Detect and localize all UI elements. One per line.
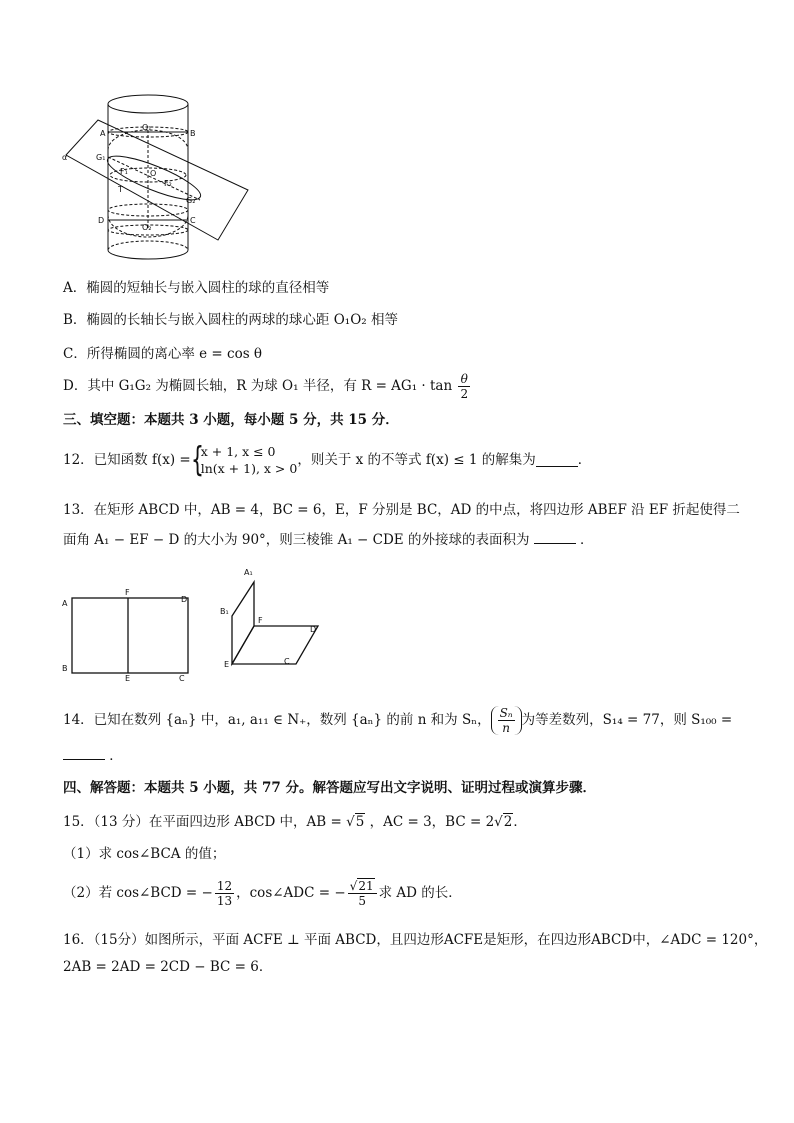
question-16-line2: 2AB = 2AD = 2CD − BC = 6． bbox=[63, 959, 273, 975]
fold-label-A1: A₁ bbox=[244, 568, 253, 577]
sqrt-5: 5 bbox=[355, 814, 365, 830]
rectangle-figure bbox=[60, 588, 200, 684]
label-O1: O₁ bbox=[142, 123, 152, 132]
cylinder-figure bbox=[60, 90, 260, 265]
label-A: A bbox=[100, 129, 106, 138]
piecewise-function: { x + 1, x ≤ 0 ln(x + 1), x > 0 bbox=[190, 440, 298, 480]
option-b: B．椭圆的长轴长与嵌入圆柱的两球的球心距 O₁O₂ 相等 bbox=[63, 312, 398, 328]
sqrt-2: 2 bbox=[503, 814, 513, 830]
fold-label-E: E bbox=[224, 660, 230, 669]
option-c: C．所得椭圆的离心率 e = cos θ bbox=[63, 346, 263, 362]
question-14-blank-line: ． bbox=[63, 746, 123, 766]
rect-label-B: B bbox=[62, 664, 68, 673]
answer-blank-12[interactable] bbox=[536, 454, 578, 467]
question-13-line2: 面角 A₁ − EF − D 的大小为 90°，则三棱锥 A₁ − CDE 的外接球的表面积为 ． bbox=[63, 532, 594, 548]
sn-over-n: $\frac{\text{Sₙ}}{n}$ bbox=[491, 706, 522, 735]
fraction-sqrt21-5: $\frac{√21}{5}$ bbox=[348, 879, 377, 908]
tan-fraction: $\frac{\theta}{2}$ bbox=[460, 372, 469, 401]
rect-label-C: C bbox=[179, 674, 185, 683]
label-O2: O₂ bbox=[142, 223, 152, 232]
question-13-line1: 13．在矩形 ABCD 中，AB = 4，BC = 6，E，F 分别是 BC，AD 的中点，将四边形 ABEF 沿 EF 折起使得二 bbox=[63, 502, 740, 518]
question-16-line1: 16．（15分）如图所示，平面 ACFE ⊥ 平面 ABCD，且四边形ACFE是矩形，在四边形ABCD中，∠ADC = 120°， bbox=[63, 932, 768, 948]
rect-label-D: D bbox=[181, 595, 188, 604]
answer-blank-14[interactable] bbox=[63, 747, 105, 760]
fold-label-C: C bbox=[284, 657, 290, 666]
option-d bbox=[63, 372, 472, 401]
question-15-part2: （2）若 cos∠BCD = − $\frac{12}{13}$ ，cos∠ADC = − $\frac{√21}{5}$ 求 AD 的长． bbox=[63, 878, 462, 908]
label-alpha: α bbox=[62, 153, 68, 162]
label-C: C bbox=[190, 216, 196, 225]
label-B: B bbox=[190, 129, 196, 138]
question-14: 14．已知在数列 {aₙ} 中，a₁, a₁₁ ∈ N₊，数列 {aₙ} 的前 n 和为 Sₙ， $\frac{\text{Sₙ}}{n}$ 为等差数列，S₁₄ = 77，则 S₁₀₀ = bbox=[63, 705, 733, 735]
fold-label-F: F bbox=[258, 616, 263, 625]
rect-label-E: E bbox=[125, 674, 131, 683]
answer-blank-13[interactable] bbox=[534, 531, 576, 544]
option-a: A．椭圆的短轴长与嵌入圆柱的球的直径相等 bbox=[63, 280, 330, 296]
fold-label-B1: B₁ bbox=[220, 607, 229, 616]
label-G2: G₂ bbox=[186, 196, 196, 205]
question-15-part1: （1）求 cos∠BCA 的值； bbox=[63, 846, 226, 862]
label-F1: F₁ bbox=[120, 167, 128, 176]
fold-label-D: D bbox=[310, 625, 317, 634]
fraction-12-13: $\frac{12}{13}$ bbox=[216, 878, 233, 908]
folded-figure bbox=[218, 566, 328, 684]
option-d-text: D．其中 G₁G₂ 为椭圆长轴，R 为球 O₁ 半径，有 R = AG₁ · tan bbox=[63, 378, 453, 394]
rect-label-A: A bbox=[62, 599, 68, 608]
question-12: 12．已知函数 f(x) = { x + 1, x ≤ 0 ln(x + 1), x > 0 ，则关于 x 的不等式 f(x) ≤ 1 的解集为 ． bbox=[63, 440, 592, 480]
section3-heading: 三、填空题：本题共 3 小题，每小题 5 分，共 15 分． bbox=[63, 412, 399, 428]
rect-label-F: F bbox=[125, 588, 130, 597]
label-F2: F₂ bbox=[164, 179, 172, 188]
label-T: T bbox=[118, 185, 123, 194]
label-D: D bbox=[98, 216, 105, 225]
label-G1: G₁ bbox=[96, 153, 106, 162]
section4-heading: 四、解答题：本题共 5 小题，共 77 分。解答题应写出文字说明、证明过程或演算步骤． bbox=[63, 780, 596, 796]
question-15-intro: 15．（13 分）在平面四边形 ABCD 中，AB = √5 ，AC = 3，BC = 2√2． bbox=[63, 814, 527, 830]
label-O: O bbox=[150, 169, 157, 178]
